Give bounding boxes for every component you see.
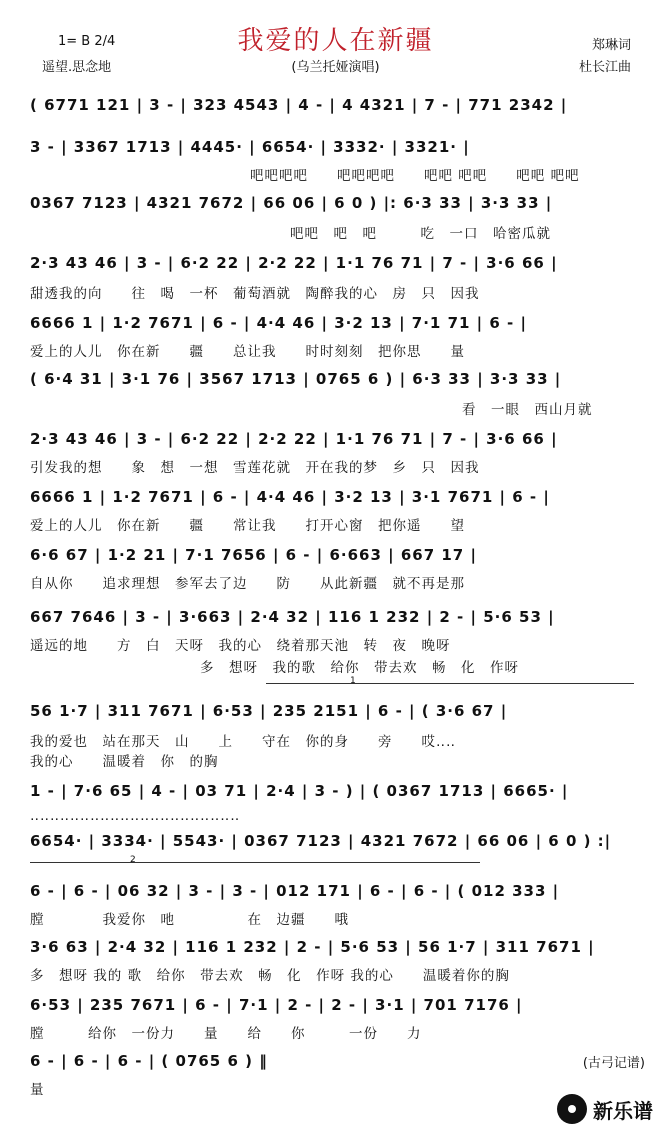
notation-line-16: 6·53 | 235 7671 | 6 - | 7·1 | 2 - | 2 - | 3·1 | 701 7176 | xyxy=(30,996,523,1014)
lyricist-credit: 郑琳词 xyxy=(591,38,631,53)
record-disc-icon xyxy=(557,1094,587,1124)
notation-line-12: 1 - | 7·6 65 | 4 - | 03 71 | 2·4 | 3 - ) | ( 0367 1713 | 6665· | xyxy=(30,782,569,800)
lyric-line-9b: 多 想呀 我的歌 给你 带去欢 畅 化 作呀 xyxy=(200,660,519,676)
site-brand-name: 新乐谱 xyxy=(593,1098,653,1123)
notation-line-9: 6·6 67 | 1·2 21 | 7·1 7656 | 6 - | 6·663 | 667 17 | xyxy=(30,546,477,564)
lyric-line-12: 多 想呀 我的 歌 给你 带去欢 畅 化 作呀 我的心 温暖着你的胸 xyxy=(30,968,510,984)
song-title: 我爱的人在新疆 xyxy=(237,26,434,56)
lyric-line-5: 看 一眼 西山月就 xyxy=(462,402,593,418)
notation-line-13: 6654· | 3334· | 5543· | 0367 7123 | 4321 7672 | 66 06 | 6 0 ) :| xyxy=(30,832,612,850)
lyric-line-6: 引发我的想 象 想 一想 雪莲花就 开在我的梦 乡 只 因我 xyxy=(30,460,480,476)
notation-line-6: ( 6·4 31 | 3·1 76 | 3567 1713 | 0765 6 ) | 6·3 33 | 3·3 33 | xyxy=(30,370,562,388)
transcriber-credit: (古弓记谱) xyxy=(582,1056,645,1071)
notation-line-15: 3·6 63 | 2·4 32 | 116 1 232 | 2 - | 5·6 53 | 56 1·7 | 311 7671 | xyxy=(30,938,595,956)
performance-style: 遥望.思念地 xyxy=(42,60,112,75)
singer-credit: (乌兰托娅演唱) xyxy=(291,60,380,75)
lyric-line-10b: 我的心 温暖着 你 的胸 xyxy=(30,754,219,770)
lyric-line-8: 自从你 追求理想 参军去了边 防 从此新疆 就不再是那 xyxy=(30,576,465,592)
notation-line-10: 667 7646 | 3 - | 3·663 | 2·4 32 | 116 1 232 | 2 - | 5·6 53 | xyxy=(30,608,555,626)
site-logo xyxy=(557,1094,653,1124)
notation-line-7: 2·3 43 46 | 3 - | 6·2 22 | 2·2 22 | 1·1 76 71 | 7 - | 3·6 66 | xyxy=(30,430,558,448)
composer-credit: 杜长江曲 xyxy=(578,60,631,75)
notation-line-17: 6 - | 6 - | 6 - | ( 0765 6 ) ‖ xyxy=(30,1052,268,1070)
lyric-line-10: 我的爱也 站在那天 山 上 守在 你的身 旁 哎‥‥ xyxy=(30,734,457,750)
volta-2-bracket xyxy=(30,862,480,863)
volta-2-number: 2 xyxy=(130,855,136,865)
notation-line-11: 56 1·7 | 311 7671 | 6·53 | 235 2151 | 6 - | ( 3·6 67 | xyxy=(30,702,508,720)
notation-line-2: 3 - | 3367 1713 | 4445· | 6654· | 3332· | 3321· | xyxy=(30,138,470,156)
lyric-line-9: 遥远的地 方 白 天呀 我的心 绕着那天池 转 夜 晚呀 xyxy=(30,638,451,654)
lyric-line-1: 吧吧吧吧 吧吧吧吧 吧吧 吧吧 吧吧 吧吧 xyxy=(250,168,580,184)
notation-line-8: 6666 1 | 1·2 7671 | 6 - | 4·4 46 | 3·2 13 | 3·1 7671 | 6 - | xyxy=(30,488,550,506)
lyric-line-7: 爱上的人儿 你在新 疆 常让我 打开心窗 把你遥 望 xyxy=(30,518,465,534)
lyric-line-11: 膛 我爱你 吔 在 边疆 哦 xyxy=(30,912,349,928)
lyric-line-2: 吧吧 吧 吧 吃 一口 哈密瓜就 xyxy=(290,226,551,242)
notation-line-4: 2·3 43 46 | 3 - | 6·2 22 | 2·2 22 | 1·1 76 71 | 7 - | 3·6 66 | xyxy=(30,254,558,272)
lyric-line-13: 膛 给你 一份力 量 给 你 一份 力 xyxy=(30,1026,422,1042)
volta-1-bracket xyxy=(266,683,634,684)
notation-line-5: 6666 1 | 1·2 7671 | 6 - | 4·4 46 | 3·2 13 | 7·1 71 | 6 - | xyxy=(30,314,527,332)
volta-1-number: 1 xyxy=(350,676,356,686)
lyric-line-3: 甜透我的向 往 喝 一杯 葡萄酒就 陶醉我的心 房 只 因我 xyxy=(30,286,480,302)
notation-line-3: 0367 7123 | 4321 7672 | 66 06 | 6 0 ) |: 6·3 33 | 3·3 33 | xyxy=(30,194,553,212)
lyric-dots: ‥‥‥‥‥‥‥‥‥‥‥‥‥‥‥‥‥‥‥‥‥ xyxy=(30,808,241,824)
key-signature: 1= B 2/4 xyxy=(58,34,116,49)
notation-line-1: ( 6771 121 | 3 - | 323 4543 | 4 - | 4 4321 | 7 - | 771 2342 | xyxy=(30,96,568,114)
lyric-line-4: 爱上的人儿 你在新 疆 总让我 时时刻刻 把你思 量 xyxy=(30,344,465,360)
notation-line-14: 6 - | 6 - | 06 32 | 3 - | 3 - | 012 171 | 6 - | 6 - | ( 012 333 | xyxy=(30,882,560,900)
lyric-line-14: 量 xyxy=(30,1082,45,1098)
